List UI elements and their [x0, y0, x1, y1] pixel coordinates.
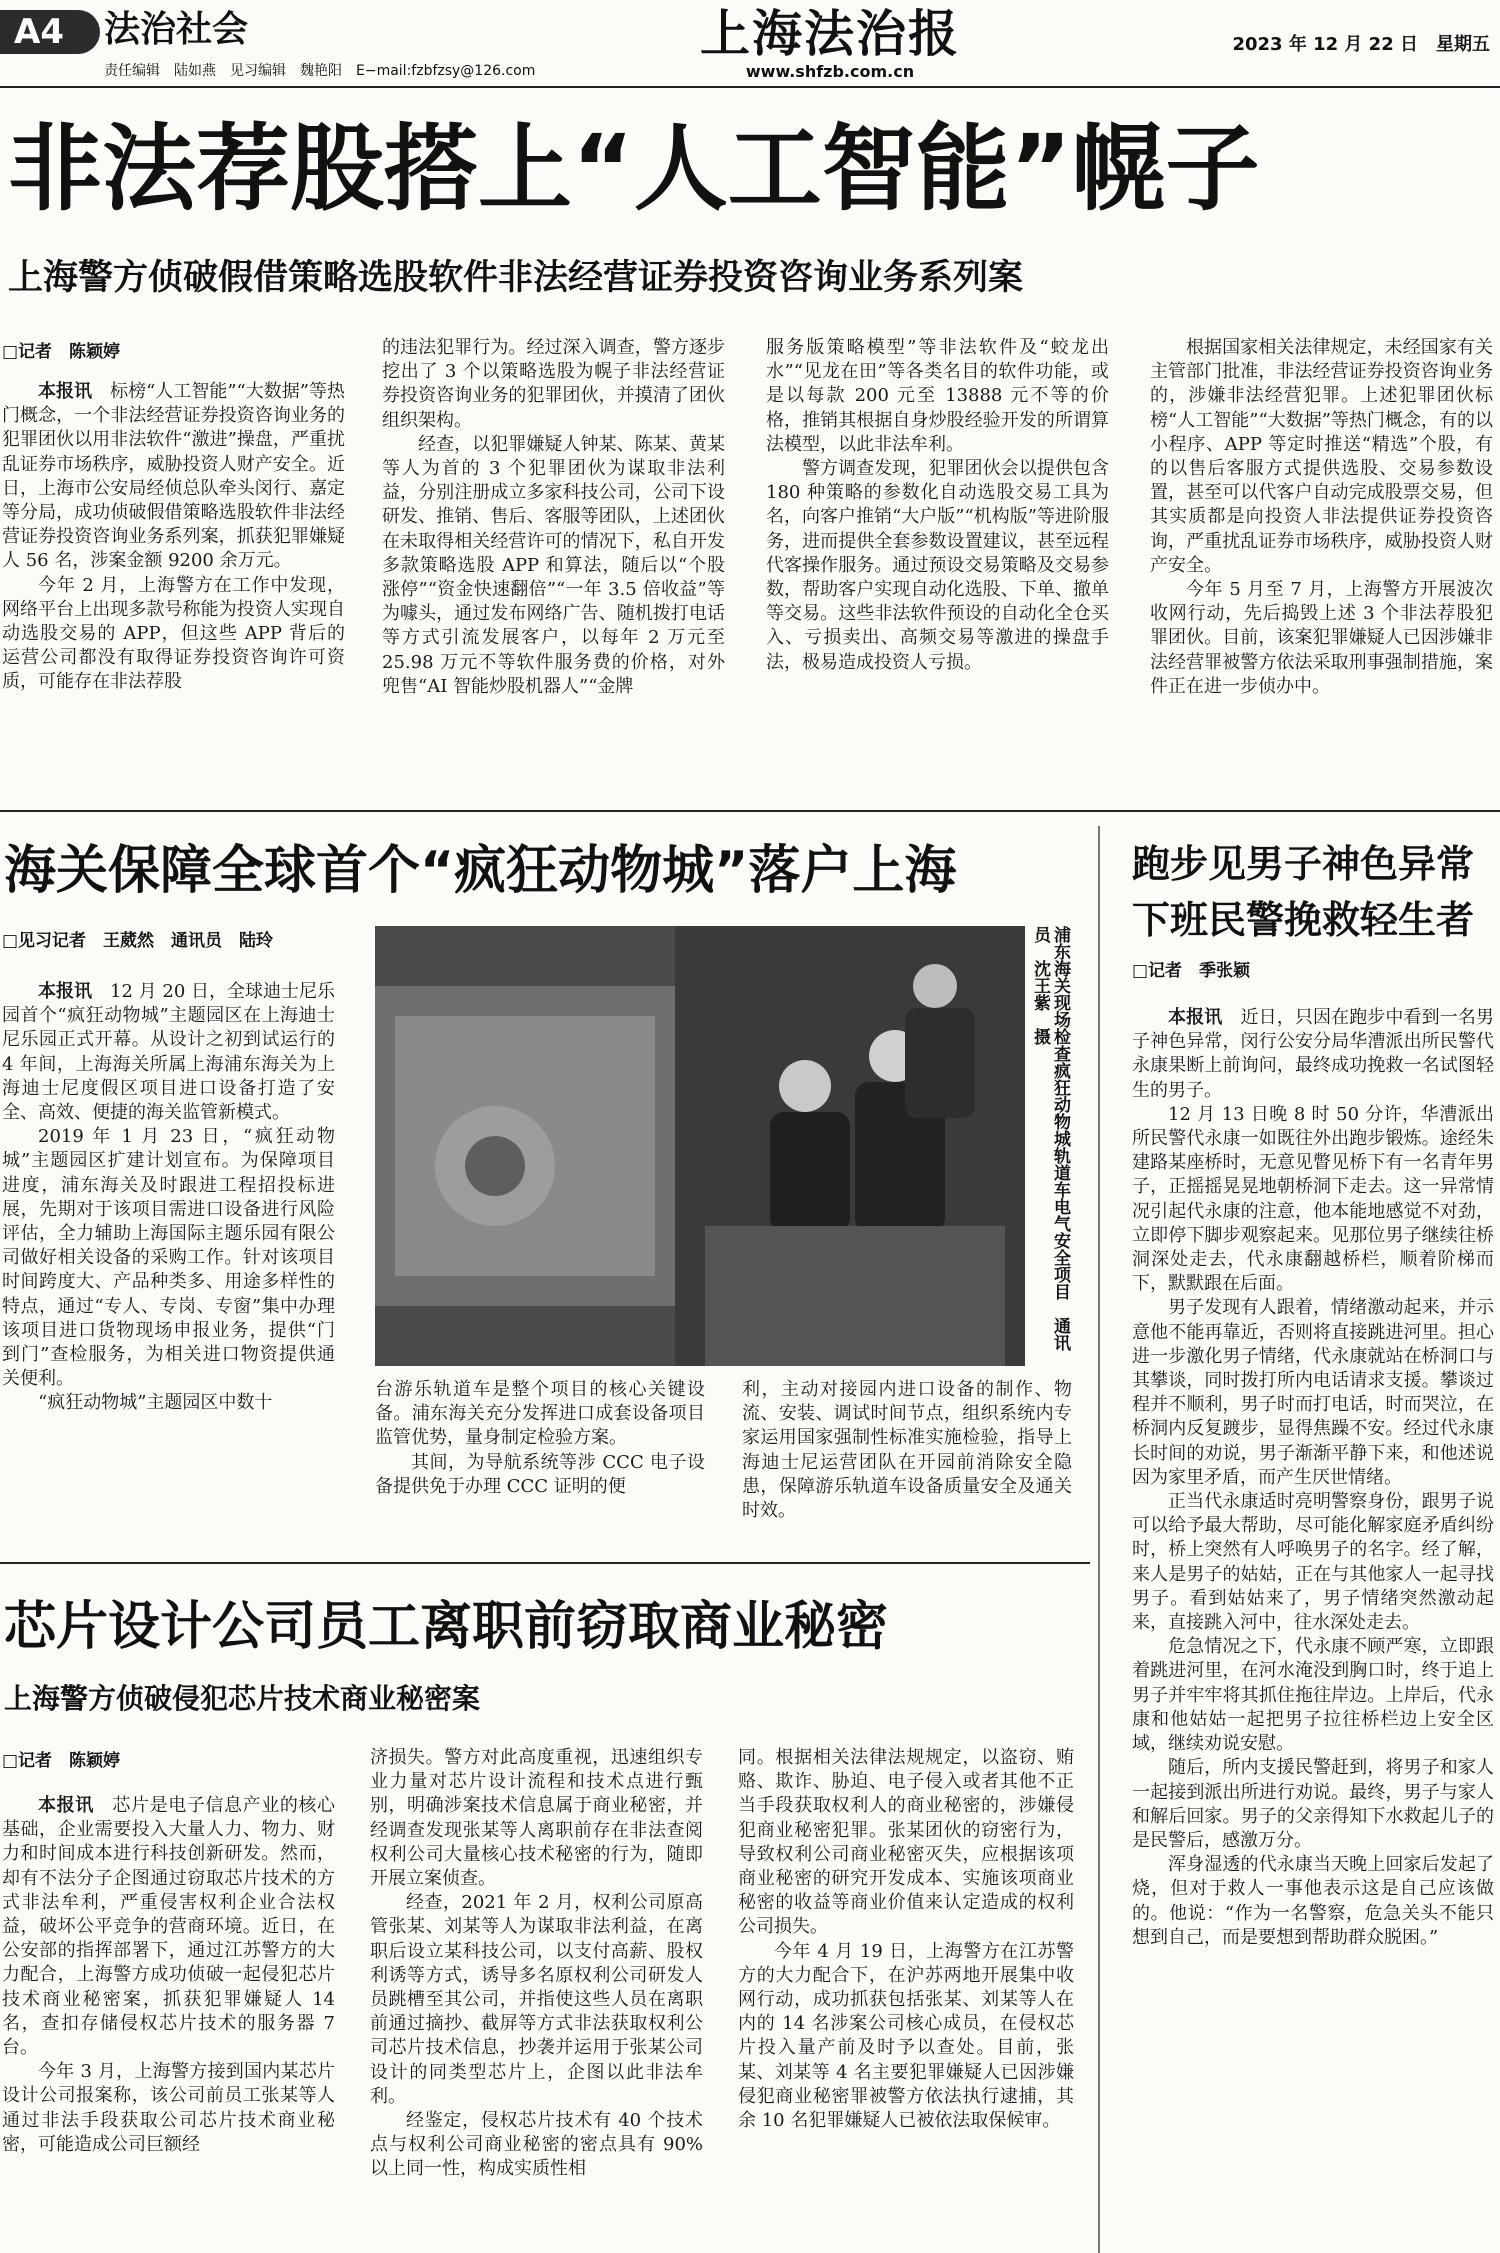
section-name: 法治社会 — [104, 9, 249, 50]
website: www.shfzb.com.cn — [745, 62, 915, 81]
article4-text-5: 经鉴定，侵权芯片技术有 40 个技术点与权利公司商业秘密的密点具有 90%以上同一性，构成实质性相 — [370, 2110, 703, 2180]
header-rule — [0, 86, 1500, 88]
article3-headline-line1: 跑步见男子神色异常 — [1132, 842, 1475, 886]
article3-body — [1132, 1006, 1494, 2246]
article3-headline-line2: 下班民警挽救轻生者 — [1132, 898, 1475, 942]
article3-text-4: 正当代永康适时亮明警察身份，跟男子说可以给予最大帮助，尽可能化解家庭矛盾纠纷时，桥上突然有人呼唤男子的名字。经了解，来人是男子的姑姑，正在与其他家人一起寻找男子。看到姑姑来了，男子情绪突然激动起来，直接跳入河中，往水深处走去。 — [1132, 1491, 1494, 1634]
article2-col2 — [375, 1378, 705, 1538]
customs-inspection-photo — [375, 926, 1025, 1366]
article1-text-4: 经查，以犯罪嫌疑人钟某、陈某、黄某等人为首的 3 个犯罪团伙为谋取非法利益，分别注册成立多家科技公司，公司下设研发、推销、售后、客服等团队，上述团伙在未取得相关经营许可的情况下，私自开发多款策略选股 APP 和算法，随后以“个股涨停”“资金快速翻倍”“一年 3.5 倍收益”等为噱头，通过发布网络广告、随机拨打电话等方式引流发展客户，以每年 2 万元至 25.98 万元不等软件服务费的价格，对外兜售“AI 智能炒股机器人”“金牌 — [382, 433, 725, 697]
article2-col3 — [742, 1378, 1072, 1538]
sidebar-divider — [1098, 826, 1100, 2253]
photo-caption: 浦东海关现场检查疯狂动物城轨道车电气安全项目 通讯员 沈王紫 摄 — [1030, 926, 1070, 1351]
article3-byline: □记者 季张颖 — [1132, 961, 1251, 981]
photo-illustration — [375, 926, 1025, 1366]
article1-rule — [0, 810, 1500, 812]
article1-headline: 非法荐股搭上“人工智能”幌子 — [8, 115, 1260, 224]
article2-byline: □见习记者 王葳然 通讯员 陆玲 — [2, 931, 274, 951]
article2-text-3: “疯狂动物城”主题园区中数十 — [38, 1392, 273, 1414]
article4-subhead: 上海警方侦破侵犯芯片技术商业秘密案 — [4, 1682, 481, 1715]
article1-col2 — [382, 336, 725, 790]
article4-text-6: 同。根据相关法律法规规定，以盗窃、贿赂、欺诈、胁迫、电子侵入或者其他不正当手段获取权利人的商业秘密的，涉嫌侵犯商业秘密犯罪。张某团伙的窃密行为，导致权利公司商业秘密灭失，应根据该项商业秘密的研究开发成本、实施该项商业秘密的收益等商业价值来认定造成的权利公司损失。 — [738, 1747, 1074, 1938]
article4-text-2: 今年 3 月，上海警方接到国内某芯片设计公司报案称，该公司前员工张某等人通过非法手段获取公司芯片技术商业秘密，可能造成公司巨额经 — [2, 2061, 335, 2155]
article2-text-1: 12 月 20 日，全球迪士尼乐园首个“疯狂动物城”主题园区在上海迪士尼乐园正式开幕。从设计之初到试运行的 4 年间，上海海关所属上海浦东海关为上海迪士尼度假区项目进口设备打造了安全、高效、便捷的海关监管新模式。 — [2, 981, 335, 1124]
article1-text-3: 的违法犯罪行为。经过深入调查，警方逐步挖出了 3 个以策略选股为幌子非法经营证券投资咨询业务的犯罪团伙，并摸清了团伙组织架构。 — [382, 337, 725, 431]
article2-col1 — [2, 980, 335, 1540]
article1-byline: □记者 陈颖婷 — [2, 342, 121, 362]
article1-col3 — [766, 336, 1109, 790]
article4-text-7: 今年 4 月 19 日，上海警方在江苏警方的大力配合下，在沪苏两地开展集中收网行动，成功抓获包括张某、刘某等人在内的 14 名涉案公司核心成员，在侵权芯片投入量产前及时予以查处。目前，张某、刘某等 4 名主要犯罪嫌疑人已因涉嫌侵犯商业秘密罪被警方依法执行逮捕，其余 10 名犯罪嫌疑人已被依法取保候审。 — [738, 1940, 1074, 2132]
article3-text-5: 危急情况之下，代永康不顾严寒，立即跟着跳进河里，在河水淹没到胸口时，终于追上男子并牢牢将其抓住拖往岸边。上岸后，代永康和他姑姑一起把男子拉往桥栏边上安全区域，继续劝说安慰。 — [1132, 1636, 1494, 1755]
article2-rule — [0, 1562, 1090, 1564]
article3-text-6: 随后，所内支援民警赶到，将男子和家人一起接到派出所进行劝说。最终，男子与家人和解后回家。男子的父亲得知下水救起儿子的是民警后，感激万分。 — [1132, 1757, 1494, 1851]
article3-text-1: 近日，只因在跑步中看到一名男子神色异常，闵行公安分局华漕派出所民警代永康果断上前询问，最终成功挽救一名试图轻生的男子。 — [1132, 1007, 1494, 1101]
article4-col1 — [2, 1794, 335, 2246]
article1-col4 — [1150, 336, 1493, 790]
article4-col2 — [370, 1746, 703, 2246]
article4-headline: 芯片设计公司员工离职前窃取商业秘密 — [4, 1597, 889, 1657]
lead-marker: 本报讯 — [1168, 1007, 1223, 1028]
article1-text-8: 今年 5 月至 7 月，上海警方开展波次收网行动，先后捣毁上述 3 个非法荐股犯罪团伙。目前，该案犯罪嫌疑人已因涉嫌非法经营罪被警方依法采取刑事强制措施，案件正在进一步侦办中。 — [1150, 579, 1493, 697]
article3-text-3: 男子发现有人跟着，情绪激动起来，并示意他不能再靠近，否则将直接跳进河里。担心进一步激化男子情绪，代永康就站在桥洞口与其攀谈，同时拨打所内电话请求支援。攀谈过程并不顺利，男子时而打电话，时而哭泣，在桥洞内反复踱步，显得焦躁不安。经过代永康长时间的劝说，男子渐渐平静下来，和他述说因为家里矛盾，而产生厌世情绪。 — [1132, 1297, 1494, 1488]
article1-col1 — [2, 380, 345, 790]
article4-text-4: 经查，2021 年 2 月，权利公司原高管张某、刘某等人为谋取非法利益，在离职后设立某科技公司，以支付高薪、股权利诱等方式，诱导多名原权利公司研发人员跳槽至其公司，并指使这些人员在离职前通过摘抄、截屏等方式非法获取权利公司芯片技术信息，抄袭并运用于张某公司设计的同类型芯片上，企图以此非法牟利。 — [370, 1892, 703, 2107]
lead-marker: 本报讯 — [38, 981, 93, 1002]
article1-text-6: 警方调查发现，犯罪团伙会以提供包含 180 种策略的参数化自动选股交易工具为名，向客户推销“大户版”“机构版”等进阶服务，进而提供全套参数设置建议，甚至远程代客操作服务。通过预设交易策略及交易参数，帮助客户实现自动化选股、下单、撤单等交易。这些非法软件预设的自动化全仓买入、亏损卖出、高频交易等激进的操盘手法，极易造成投资人亏损。 — [766, 458, 1109, 673]
article1-text-2: 今年 2 月，上海警方在工作中发现，网络平台上出现多款号称能为投资人实现自动选股交易的 APP，但这些 APP 背后的运营公司都没有取得证券投资咨询许可资质，可能存在非法荐股 — [2, 574, 345, 693]
article1-text-1: 标榜“人工智能”“大数据”等热门概念，一个非法经营证券投资咨询业务的犯罪团伙以用非法软件“激进”操盘，严重扰乱证券市场秩序，威胁投资人财产安全。近日，上海市公安局经侦总队牵头闵行、嘉定等分局，成功侦破假借策略选股软件非法经营证券投资咨询业务系列案，抓获犯罪嫌疑人 56 名，涉案金额 9200 余万元。 — [2, 381, 345, 572]
article1-text-7: 根据国家相关法律规定，未经国家有关主管部门批准，非法经营证券投资咨询业务的，涉嫌非法经营犯罪。上述犯罪团伙标榜“人工智能”“大数据”等热门概念，有的以小程序、APP 等定时推送“精选”个股，有的以售后客服方式提供选股、交易参数设置，甚至可以代客户自动完成股票交易，但其实质都是向投资人非法提供证券投资咨询，严重扰乱证券市场秩序，威胁投资人财产安全。 — [1150, 337, 1493, 576]
article2-text-4: 台游乐轨道车是整个项目的核心关键设备。浦东海关充分发挥进口成套设备项目监管优势，量身制定检验方案。 — [375, 1379, 705, 1449]
article4-byline: □记者 陈颖婷 — [2, 1751, 121, 1771]
article2-text-5: 其间，为导航系统等涉 CCC 电子设备提供免于办理 CCC 证明的便 — [375, 1451, 705, 1497]
article1-text-5: 服务版策略模型”等非法软件及“蛟龙出水”“见龙在田”等各类名目的软件功能，或是以每款 200 元至 13888 元不等的价格，推销其根据自身炒股经验开发的所谓算法模型，以此非法牟利。 — [766, 337, 1109, 455]
article3-text-2: 12 月 13 日晚 8 时 50 分许，华漕派出所民警代永康一如既往外出跑步锻炼。途经朱建路某座桥时，无意见瞥见桥下有一名青年男子，正摇摇晃晃地朝桥洞下走去。这一异常情况引起代永康的注意，他本能地感觉不对劲，立即停下脚步观察起来。见那位男子继续往桥洞深处走去，代永康翻越桥栏，顺着阶梯而下，默默跟在后面。 — [1132, 1103, 1494, 1295]
article1-subhead: 上海警方侦破假借策略选股软件非法经营证券投资咨询业务系列案 — [8, 258, 1024, 298]
issue-date: 2023 年 12 月 22 日 星期五 — [1232, 34, 1490, 55]
editors-line: 责任编辑 陆如燕 见习编辑 魏艳阳 E−mail:fzbfzsy@126.com — [104, 63, 536, 79]
page-number-badge: A4 — [0, 10, 100, 54]
article4-text-3: 济损失。警方对此高度重视，迅速组织专业力量对芯片设计流程和技术点进行甄别，明确涉案技术信息属于商业秘密，并经调查发现张某等人离职前存在非法查阅权利公司大量核心技术秘密的行为，随即开展立案侦查。 — [370, 1747, 703, 1890]
article4-text-1: 芯片是电子信息产业的核心基础，企业需要投入大量人力、物力、财力和时间成本进行科技创新研发。然而，却有不法分子企图通过窃取芯片技术的方式非法牟利，严重侵害权利企业合法权益，破坏公平竞争的营商环境。近日，在公安部的指挥部署下，通过江苏警方的大力配合，上海警方成功侦破一起侵犯芯片技术商业秘密案，抓获犯罪嫌疑人 14 名，查扣存储侵权芯片技术的服务器 7 台。 — [2, 1795, 335, 2059]
newspaper-masthead: 上海法治报 — [700, 4, 960, 63]
article2-text-6: 利，主动对接园内进口设备的制作、物流、安装、调试时间节点，组织系统内专家运用国家强制性标准实施检验，指导上海迪士尼运营团队在开园前消除安全隐患，保障游乐轨道车设备质量安全及通关时效。 — [742, 1379, 1072, 1522]
article2-headline: 海关保障全球首个“疯狂动物城”落户上海 — [4, 841, 957, 901]
lead-marker: 本报讯 — [38, 381, 93, 402]
article4-col3 — [738, 1746, 1074, 2246]
lead-marker: 本报讯 — [38, 1795, 94, 1816]
article3-text-7: 浑身湿透的代永康当天晚上回家后发起了烧，但对于救人一事他表示这是自己应该做的。他说：“作为一名警察，危急关头不能只想到自己，而是要想到帮助群众脱困。” — [1132, 1854, 1494, 1948]
article2-text-2: 2019 年 1 月 23 日，“疯狂动物城”主题园区扩建计划宣布。为保障项目进度，浦东海关及时跟进工程招投标进展，先期对于该项目需进口设备进行风险评估，全力辅助上海国际主题乐园有限公司做好相关设备的采购工作。针对该项目时间跨度大、产品种类多、用途多样性的特点，通过“专人、专岗、专窗”集中办理该项目进口货物现场申报业务，提供“门到门”查检服务，为相关进口物资提供通关便利。 — [2, 1126, 335, 1390]
